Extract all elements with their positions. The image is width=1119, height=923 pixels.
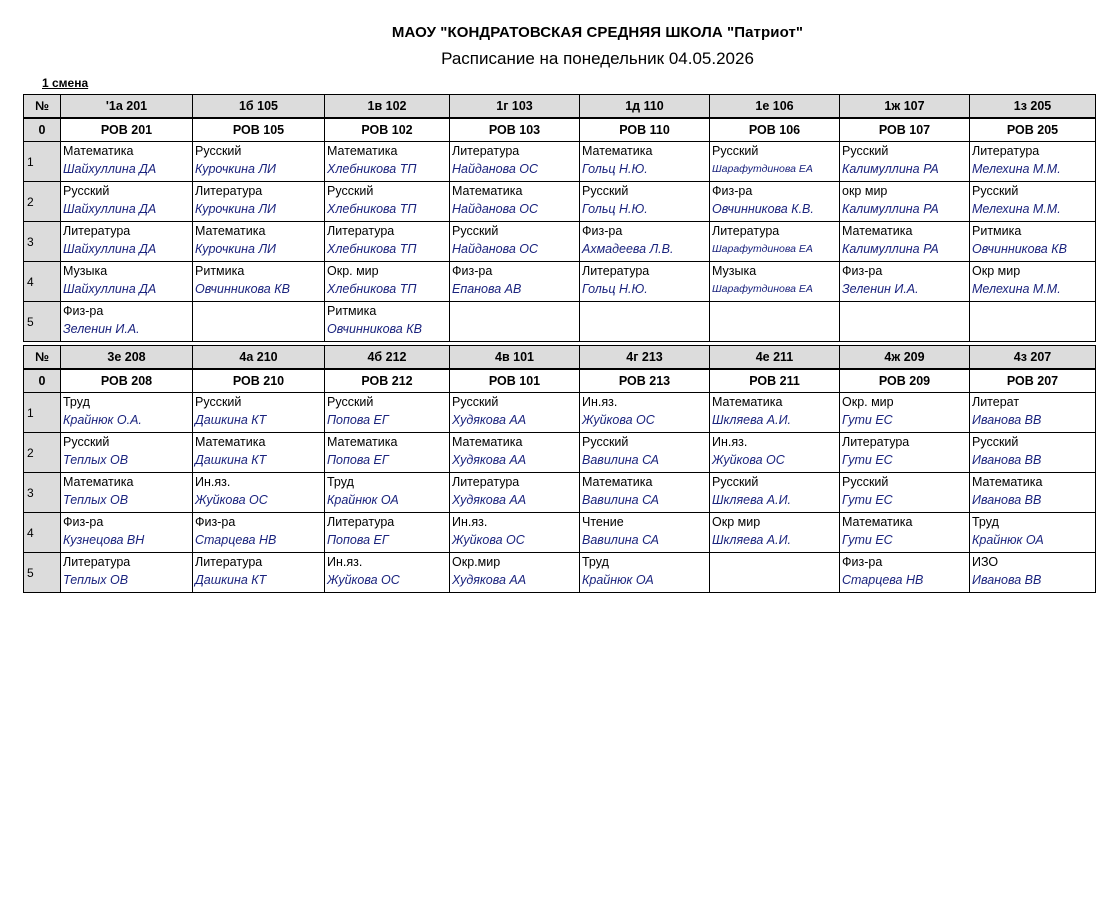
lesson-row xyxy=(24,393,1096,433)
teacher-name: Шайхуллина ДА xyxy=(63,202,157,216)
teacher-name: Хлебникова ТП xyxy=(327,162,417,176)
subject-name: Русский xyxy=(195,395,242,409)
teacher-name: Калимуллина РА xyxy=(842,162,939,176)
class-header: 3е 208 xyxy=(61,346,193,370)
subject-name: Русский xyxy=(452,395,499,409)
subject-name: Математика xyxy=(452,184,523,198)
teacher-name: Мелехина М.М. xyxy=(972,162,1061,176)
lesson-cell xyxy=(193,302,325,342)
subject-name: Русский xyxy=(582,184,629,198)
lesson-row xyxy=(24,433,1096,473)
subject-name: Литература xyxy=(63,555,131,569)
lesson-cell xyxy=(193,433,325,473)
lesson-number: 5 xyxy=(24,302,61,342)
subject-name: Труд xyxy=(582,555,609,569)
teacher-name: Калимуллина РА xyxy=(842,202,939,216)
teacher-name: Овчинникова КВ xyxy=(327,322,422,336)
subject-name: Русский xyxy=(327,184,374,198)
subject-name: Ин.яз. xyxy=(195,475,231,489)
teacher-name: Хлебникова ТП xyxy=(327,242,417,256)
subject-name: Окр мир xyxy=(712,515,761,529)
teacher-name: Мелехина М.М. xyxy=(972,282,1061,296)
lesson-cell xyxy=(580,553,710,593)
lesson-cell xyxy=(840,473,970,513)
lesson-row xyxy=(24,222,1096,262)
lesson-cell xyxy=(450,473,580,513)
teacher-name: Гути ЕС xyxy=(842,493,893,507)
subject-name: Математика xyxy=(582,475,653,489)
subject-name: Литература xyxy=(195,184,263,198)
teacher-name: Худякова АА xyxy=(452,493,527,507)
subject-name: Русский xyxy=(582,435,629,449)
lesson-cell xyxy=(970,142,1096,182)
lesson-cell xyxy=(450,433,580,473)
teacher-name: Крайнюк ОА xyxy=(327,493,399,507)
lesson-number: 4 xyxy=(24,262,61,302)
subject-name: Ритмика xyxy=(195,264,245,278)
lesson-cell xyxy=(61,262,193,302)
lesson-cell xyxy=(840,393,970,433)
lesson-cell xyxy=(61,433,193,473)
teacher-name: Теплых ОВ xyxy=(63,453,129,467)
teacher-name: Вавилина СА xyxy=(582,533,660,547)
subject-name: Труд xyxy=(63,395,90,409)
lesson-row xyxy=(24,302,1096,342)
lesson-cell xyxy=(970,433,1096,473)
teacher-name: Шарафутдинова ЕА xyxy=(712,163,813,175)
room-cell: РОВ 211 xyxy=(710,369,840,393)
class-header: 1г 103 xyxy=(450,95,580,119)
teacher-name: Овчинникова КВ xyxy=(195,282,290,296)
lesson-cell xyxy=(970,553,1096,593)
subject-name: Литерат xyxy=(972,395,1020,409)
schedule-table xyxy=(23,94,1096,342)
room-cell: РОВ 205 xyxy=(970,118,1096,142)
lesson-cell xyxy=(450,262,580,302)
teacher-name: Ахмадеева Л.В. xyxy=(582,242,674,256)
teacher-name: Попова ЕГ xyxy=(327,533,389,547)
lesson-cell xyxy=(325,433,450,473)
subject-name: Ин.яз. xyxy=(712,435,748,449)
subject-name: Литература xyxy=(452,144,520,158)
lesson-number: 5 xyxy=(24,553,61,593)
room-cell: РОВ 101 xyxy=(450,369,580,393)
lesson-cell xyxy=(840,182,970,222)
teacher-name: Худякова АА xyxy=(452,573,527,587)
teacher-name: Иванова ВВ xyxy=(972,493,1042,507)
class-header: 4з 207 xyxy=(970,346,1096,370)
teacher-name: Теплых ОВ xyxy=(63,573,129,587)
teacher-name: Найданова ОС xyxy=(452,202,539,216)
lesson-number: 1 xyxy=(24,142,61,182)
lesson-cell xyxy=(450,222,580,262)
teacher-name: Вавилина СА xyxy=(582,493,660,507)
teacher-name: Жуйкова ОС xyxy=(712,453,785,467)
teacher-name: Шкляева А.И. xyxy=(712,493,791,507)
subject-name: Математика xyxy=(195,435,266,449)
teacher-name: Жуйкова ОС xyxy=(195,493,268,507)
subject-name: Русский xyxy=(842,144,889,158)
room-cell: РОВ 201 xyxy=(61,118,193,142)
room-cell: РОВ 110 xyxy=(580,118,710,142)
lesson-cell xyxy=(325,182,450,222)
teacher-name: Овчинникова К.В. xyxy=(712,202,814,216)
subject-name: Физ-ра xyxy=(712,184,753,198)
teacher-name: Теплых ОВ xyxy=(63,493,129,507)
teacher-name: Гольц Н.Ю. xyxy=(582,162,648,176)
teacher-name: Найданова ОС xyxy=(452,162,539,176)
lesson-cell xyxy=(710,222,840,262)
room-cell: РОВ 102 xyxy=(325,118,450,142)
lesson-row xyxy=(24,553,1096,593)
lesson-cell xyxy=(710,473,840,513)
teacher-name: Гольц Н.Ю. xyxy=(582,282,648,296)
lesson-cell xyxy=(710,433,840,473)
lesson-cell xyxy=(325,262,450,302)
subject-name: Литература xyxy=(452,475,520,489)
teacher-name: Калимуллина РА xyxy=(842,242,939,256)
lesson-cell xyxy=(61,473,193,513)
lesson-cell xyxy=(580,222,710,262)
class-header: 1в 102 xyxy=(325,95,450,119)
lesson-cell xyxy=(193,182,325,222)
teacher-name: Гольц Н.Ю. xyxy=(582,202,648,216)
lesson-cell xyxy=(840,513,970,553)
lesson-cell xyxy=(580,473,710,513)
room-cell: РОВ 106 xyxy=(710,118,840,142)
teacher-name: Вавилина СА xyxy=(582,453,660,467)
teacher-name: Шарафутдинова ЕА xyxy=(712,283,813,295)
subject-name: Литература xyxy=(582,264,650,278)
subject-name: Русский xyxy=(327,395,374,409)
teacher-name: Курочкина ЛИ xyxy=(195,242,276,256)
teacher-name: Жуйкова ОС xyxy=(582,413,655,427)
subject-name: Математика xyxy=(452,435,523,449)
teacher-name: Курочкина ЛИ xyxy=(195,202,276,216)
teacher-name: Хлебникова ТП xyxy=(327,282,417,296)
school-title: МАОУ "КОНДРАТОВСКАЯ СРЕДНЯЯ ШКОЛА "Патриот" xyxy=(391,24,804,41)
lesson-cell xyxy=(580,262,710,302)
lesson-cell xyxy=(61,222,193,262)
subject-name: Окр.мир xyxy=(452,555,501,569)
teacher-name: Шайхуллина ДА xyxy=(63,162,157,176)
lesson-cell xyxy=(970,222,1096,262)
subject-name: Ритмика xyxy=(972,224,1022,238)
subject-name: Окр. мир xyxy=(842,395,894,409)
teacher-name: Гути ЕС xyxy=(842,533,893,547)
subject-name: Русский xyxy=(972,435,1019,449)
lesson-cell xyxy=(840,142,970,182)
subject-name: окр мир xyxy=(842,184,888,198)
teacher-name: Худякова АА xyxy=(452,453,527,467)
teacher-name: Шкляева А.И. xyxy=(712,413,791,427)
subject-name: Ин.яз. xyxy=(582,395,618,409)
subject-name: Ритмика xyxy=(327,304,377,318)
lesson-number: 2 xyxy=(24,433,61,473)
lesson-cell xyxy=(580,513,710,553)
subject-name: Русский xyxy=(63,435,110,449)
subject-name: Физ-ра xyxy=(63,304,104,318)
teacher-name: Шкляева А.И. xyxy=(712,533,791,547)
teacher-name: Хлебникова ТП xyxy=(327,202,417,216)
teacher-name: Шарафутдинова ЕА xyxy=(712,243,813,255)
lesson-cell xyxy=(970,302,1096,342)
subject-name: Русский xyxy=(452,224,499,238)
teacher-name: Гути ЕС xyxy=(842,413,893,427)
subject-name: Математика xyxy=(195,224,266,238)
subject-name: Литература xyxy=(195,555,263,569)
teacher-name: Жуйкова ОС xyxy=(327,573,400,587)
subject-name: Русский xyxy=(712,475,759,489)
lesson-row xyxy=(24,182,1096,222)
lesson-cell xyxy=(580,142,710,182)
class-header: 4а 210 xyxy=(193,346,325,370)
lesson-cell xyxy=(61,182,193,222)
class-header: 4ж 209 xyxy=(840,346,970,370)
shift-label: 1 смена xyxy=(42,76,89,90)
lesson-row xyxy=(24,262,1096,302)
lesson-cell xyxy=(580,433,710,473)
subject-name: Математика xyxy=(327,144,398,158)
lesson-number: 3 xyxy=(24,473,61,513)
room-cell: РОВ 210 xyxy=(193,369,325,393)
class-header: 1ж 107 xyxy=(840,95,970,119)
teacher-name: Иванова ВВ xyxy=(972,573,1042,587)
lesson-cell xyxy=(450,513,580,553)
lesson-number: 4 xyxy=(24,513,61,553)
subject-name: Математика xyxy=(63,144,134,158)
lesson-cell xyxy=(61,393,193,433)
lesson-cell xyxy=(325,142,450,182)
class-header: 1д 110 xyxy=(580,95,710,119)
teacher-name: Найданова ОС xyxy=(452,242,539,256)
lesson-number: 0 xyxy=(24,118,61,142)
teacher-name: Старцева НВ xyxy=(195,533,277,547)
class-header: 4б 212 xyxy=(325,346,450,370)
subject-name: Русский xyxy=(712,144,759,158)
teacher-name: Попова ЕГ xyxy=(327,413,389,427)
room-cell: РОВ 107 xyxy=(840,118,970,142)
subject-name: Математика xyxy=(712,395,783,409)
teacher-name: Шайхуллина ДА xyxy=(63,282,157,296)
teacher-name: Дашкина КТ xyxy=(195,453,267,467)
room-cell: РОВ 207 xyxy=(970,369,1096,393)
class-header: '1а 201 xyxy=(61,95,193,119)
lesson-cell xyxy=(193,222,325,262)
subject-name: Ин.яз. xyxy=(452,515,488,529)
lesson-cell xyxy=(710,182,840,222)
lesson-row xyxy=(24,142,1096,182)
lesson-cell xyxy=(450,302,580,342)
lesson-cell xyxy=(61,513,193,553)
lesson-cell xyxy=(450,393,580,433)
subject-name: Математика xyxy=(327,435,398,449)
lesson-cell xyxy=(840,553,970,593)
subject-name: ИЗО xyxy=(972,555,999,569)
schedule-subtitle: Расписание на понедельник 04.05.2026 xyxy=(441,49,754,68)
teacher-name: Овчинникова КВ xyxy=(972,242,1067,256)
lesson-number: 3 xyxy=(24,222,61,262)
lesson-cell xyxy=(325,393,450,433)
teacher-name: Иванова ВВ xyxy=(972,453,1042,467)
teacher-name: Гути ЕС xyxy=(842,453,893,467)
lesson-cell xyxy=(193,262,325,302)
lesson-cell xyxy=(450,553,580,593)
teacher-name: Крайнюк ОА xyxy=(582,573,654,587)
teacher-name: Дашкина КТ xyxy=(195,573,267,587)
room-cell: РОВ 212 xyxy=(325,369,450,393)
subject-name: Физ-ра xyxy=(842,555,883,569)
subject-name: Музыка xyxy=(63,264,108,278)
lesson-cell xyxy=(580,182,710,222)
teacher-name: Епанова АВ xyxy=(452,282,522,296)
lesson-cell xyxy=(840,222,970,262)
teacher-name: Зеленин И.А. xyxy=(63,322,140,336)
lesson-cell xyxy=(325,513,450,553)
subject-name: Труд xyxy=(972,515,999,529)
subject-name: Чтение xyxy=(582,515,624,529)
lesson-cell xyxy=(61,302,193,342)
lesson-cell xyxy=(325,553,450,593)
lesson-cell xyxy=(970,393,1096,433)
lesson-cell xyxy=(193,553,325,593)
room-cell: РОВ 103 xyxy=(450,118,580,142)
lesson-cell xyxy=(840,433,970,473)
lesson-number: 0 xyxy=(24,369,61,393)
subject-name: Окр мир xyxy=(972,264,1021,278)
lesson-cell xyxy=(325,222,450,262)
class-header: 4в 101 xyxy=(450,346,580,370)
lesson-cell xyxy=(970,513,1096,553)
lesson-cell xyxy=(193,513,325,553)
subject-name: Русский xyxy=(63,184,110,198)
lesson-cell xyxy=(840,302,970,342)
teacher-name: Дашкина КТ xyxy=(195,413,267,427)
lesson-cell xyxy=(580,302,710,342)
teacher-name: Иванова ВВ xyxy=(972,413,1042,427)
teacher-name: Шайхуллина ДА xyxy=(63,242,157,256)
subject-name: Ин.яз. xyxy=(327,555,363,569)
lesson-cell xyxy=(193,142,325,182)
lesson-cell xyxy=(710,513,840,553)
schedule-table xyxy=(23,345,1096,593)
lesson-cell xyxy=(325,473,450,513)
teacher-name: Худякова АА xyxy=(452,413,527,427)
lesson-cell xyxy=(970,182,1096,222)
lesson-cell xyxy=(710,393,840,433)
subject-name: Литература xyxy=(63,224,131,238)
subject-name: Русский xyxy=(195,144,242,158)
class-header: 1е 106 xyxy=(710,95,840,119)
teacher-name: Крайнюк О.А. xyxy=(63,413,142,427)
lesson-row xyxy=(24,473,1096,513)
lesson-row xyxy=(24,513,1096,553)
teacher-name: Мелехина М.М. xyxy=(972,202,1061,216)
lesson-cell xyxy=(710,142,840,182)
subject-name: Литература xyxy=(972,144,1040,158)
subject-name: Математика xyxy=(842,224,913,238)
subject-name: Музыка xyxy=(712,264,757,278)
lesson-cell xyxy=(325,302,450,342)
lesson-number: 1 xyxy=(24,393,61,433)
subject-name: Русский xyxy=(972,184,1019,198)
subject-name: Литература xyxy=(327,515,395,529)
subject-name: Математика xyxy=(972,475,1043,489)
lesson-number: 2 xyxy=(24,182,61,222)
lesson-cell xyxy=(840,262,970,302)
subject-name: Окр. мир xyxy=(327,264,379,278)
subject-name: Физ-ра xyxy=(842,264,883,278)
subject-name: Труд xyxy=(327,475,354,489)
teacher-name: Кузнецова ВН xyxy=(63,533,145,547)
subject-name: Физ-ра xyxy=(195,515,236,529)
room-cell: РОВ 208 xyxy=(61,369,193,393)
lesson-cell xyxy=(61,553,193,593)
lesson-cell xyxy=(580,393,710,433)
teacher-name: Жуйкова ОС xyxy=(452,533,525,547)
subject-name: Литература xyxy=(842,435,910,449)
class-header: 4г 213 xyxy=(580,346,710,370)
class-header: 1б 105 xyxy=(193,95,325,119)
lesson-cell xyxy=(710,262,840,302)
subject-name: Математика xyxy=(842,515,913,529)
lesson-cell xyxy=(970,473,1096,513)
room-cell: РОВ 209 xyxy=(840,369,970,393)
lesson-cell xyxy=(61,142,193,182)
lesson-cell xyxy=(450,182,580,222)
lesson-cell xyxy=(193,393,325,433)
lesson-cell xyxy=(710,553,840,593)
subject-name: Математика xyxy=(582,144,653,158)
subject-name: Русский xyxy=(842,475,889,489)
class-header: 1з 205 xyxy=(970,95,1096,119)
subject-name: Литература xyxy=(327,224,395,238)
lesson-cell xyxy=(710,302,840,342)
teacher-name: Попова ЕГ xyxy=(327,453,389,467)
class-header: 4е 211 xyxy=(710,346,840,370)
subject-name: Физ-ра xyxy=(452,264,493,278)
subject-name: Литература xyxy=(712,224,780,238)
room-cell: РОВ 105 xyxy=(193,118,325,142)
subject-name: Математика xyxy=(63,475,134,489)
subject-name: Физ-ра xyxy=(582,224,623,238)
lesson-cell xyxy=(193,473,325,513)
teacher-name: Крайнюк ОА xyxy=(972,533,1044,547)
lesson-cell xyxy=(450,142,580,182)
teacher-name: Зеленин И.А. xyxy=(842,282,919,296)
number-header: № xyxy=(24,346,61,370)
subject-name: Физ-ра xyxy=(63,515,104,529)
room-cell: РОВ 213 xyxy=(580,369,710,393)
lesson-cell xyxy=(970,262,1096,302)
number-header: № xyxy=(24,95,61,119)
teacher-name: Старцева НВ xyxy=(842,573,924,587)
teacher-name: Курочкина ЛИ xyxy=(195,162,276,176)
